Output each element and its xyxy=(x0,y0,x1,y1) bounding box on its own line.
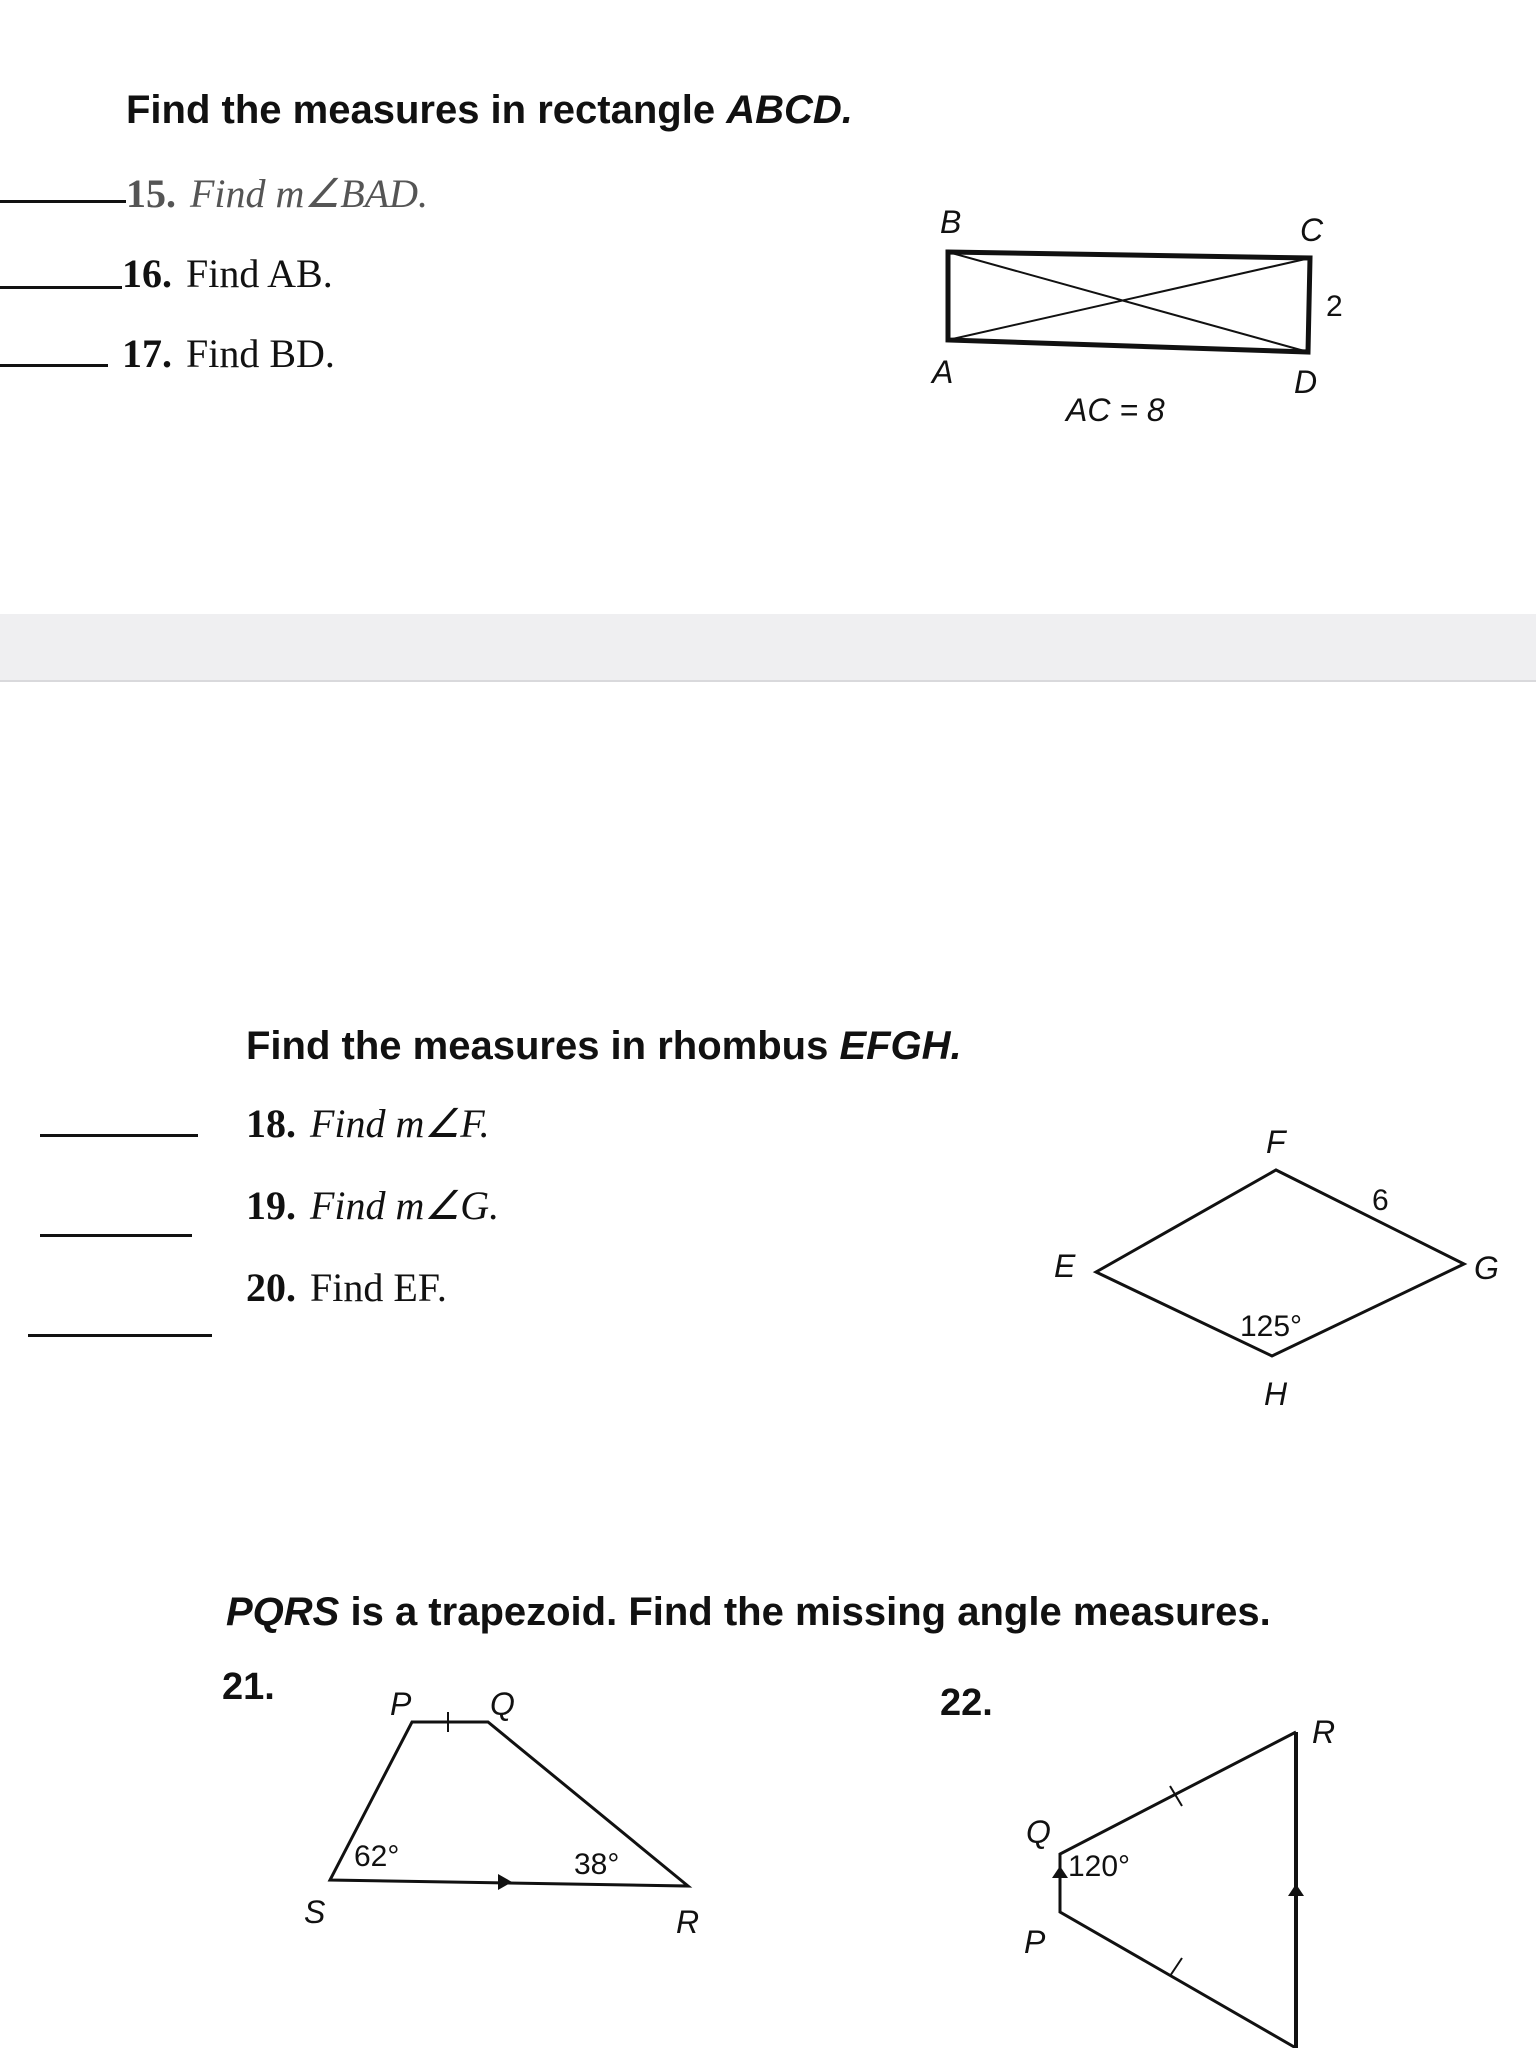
label-side-fg: 6 xyxy=(1372,1184,1389,1217)
label-21-angle-s: 62° xyxy=(354,1840,400,1873)
rectangle-heading: Find the measures in rectangle ABCD. xyxy=(126,88,853,132)
label-21-r: R xyxy=(676,1904,700,1940)
label-c: C xyxy=(1300,212,1324,248)
problem-20: 20. Find EF. xyxy=(246,1265,447,1310)
rectangle-abcd xyxy=(948,252,1310,352)
rhombus-heading: Find the measures in rhombus EFGH. xyxy=(246,1024,962,1068)
congruent-mark-lower xyxy=(1170,1958,1182,1976)
label-h: H xyxy=(1264,1376,1288,1412)
label-f: F xyxy=(1266,1124,1286,1160)
label-b: B xyxy=(940,204,962,240)
problem-19: 19. Find m∠G. xyxy=(246,1183,500,1228)
label-g: G xyxy=(1474,1250,1499,1286)
page-divider xyxy=(0,614,1536,682)
diagonal-ac xyxy=(948,258,1310,340)
label-e: E xyxy=(1054,1248,1076,1284)
parallel-arrow-pq xyxy=(1052,1866,1068,1878)
label-22-angle-q: 120° xyxy=(1068,1850,1131,1883)
answer-blank-18[interactable] xyxy=(40,1134,198,1137)
diagonal-bd xyxy=(948,252,1308,352)
label-angle-h: 125° xyxy=(1240,1310,1303,1343)
label-21-s: S xyxy=(304,1894,326,1930)
problem-16: 16. Find AB. xyxy=(122,251,333,296)
label-21-angle-r: 38° xyxy=(574,1848,620,1881)
answer-blank-16[interactable] xyxy=(0,286,122,289)
answer-blank-15[interactable] xyxy=(0,200,126,203)
congruent-mark-upper xyxy=(1170,1786,1182,1806)
question-22-number: 22. xyxy=(940,1682,993,1724)
label-22-q: Q xyxy=(1026,1814,1051,1850)
label-22-p: P xyxy=(1024,1924,1046,1960)
label-given-ac: AC = 8 xyxy=(1066,392,1165,428)
question-21-number: 21. xyxy=(222,1666,275,1708)
answer-blank-19[interactable] xyxy=(40,1234,192,1237)
label-d: D xyxy=(1294,364,1318,400)
label-a: A xyxy=(932,354,954,390)
parallel-arrow-sr xyxy=(498,1874,512,1890)
trapezoid-22-legs xyxy=(1060,1732,1296,2048)
problem-15: 15. Find m∠BAD. xyxy=(126,171,429,216)
trapezoid-heading: PQRS is a trapezoid. Find the missing angle measures. xyxy=(226,1590,1271,1634)
problem-18: 18. Find m∠F. xyxy=(246,1101,490,1146)
label-21-p: P xyxy=(390,1686,412,1722)
label-22-r: R xyxy=(1312,1714,1336,1750)
answer-blank-20[interactable] xyxy=(28,1334,212,1337)
answer-blank-17[interactable] xyxy=(0,364,108,367)
label-21-q: Q xyxy=(490,1686,515,1722)
problem-17: 17. Find BD. xyxy=(122,331,335,376)
label-side-cd: 2 xyxy=(1326,290,1343,323)
parallel-arrow-r xyxy=(1288,1884,1304,1896)
